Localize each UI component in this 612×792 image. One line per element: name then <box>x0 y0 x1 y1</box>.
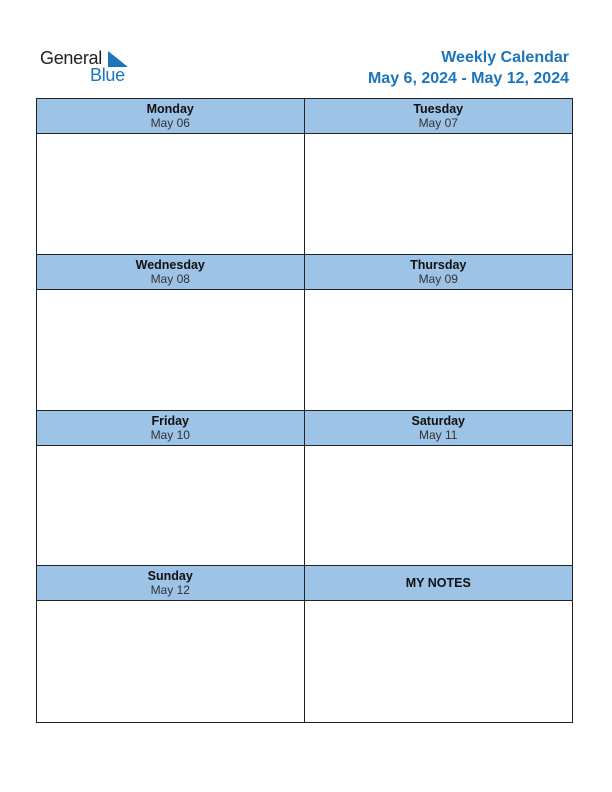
day-header <box>37 566 304 601</box>
day-notes-area[interactable] <box>305 134 573 254</box>
day-cell-sunday <box>37 566 305 722</box>
day-header <box>37 99 304 134</box>
day-header <box>305 411 573 446</box>
day-cell-friday <box>37 411 305 567</box>
day-header <box>37 411 304 446</box>
day-name: Sunday <box>147 569 193 584</box>
date-range: May 6, 2024 - May 12, 2024 <box>367 70 569 87</box>
day-date: May 12 <box>150 583 190 598</box>
notes-cell <box>305 566 573 722</box>
day-notes-area[interactable] <box>37 290 304 410</box>
notes-title: MY NOTES <box>405 576 471 591</box>
day-cell-monday <box>37 99 305 255</box>
brand-logo <box>40 48 150 88</box>
day-notes-area[interactable] <box>305 446 573 566</box>
notes-header <box>305 566 573 601</box>
day-name: Friday <box>151 413 189 428</box>
day-date: May 09 <box>418 271 458 286</box>
calendar-header <box>368 48 569 90</box>
day-header <box>305 99 573 134</box>
day-cell-tuesday <box>305 99 573 255</box>
day-name: Saturday <box>411 413 465 428</box>
week-grid <box>36 98 573 723</box>
day-header <box>37 255 304 290</box>
day-date: May 10 <box>150 427 190 442</box>
day-date: May 11 <box>419 427 458 442</box>
day-notes-area[interactable] <box>305 290 573 410</box>
day-name: Wednesday <box>135 257 205 272</box>
day-name: Monday <box>146 102 194 116</box>
brand-name-blue: Blue <box>90 65 125 85</box>
day-header <box>305 255 573 290</box>
day-cell-saturday <box>305 411 573 567</box>
day-notes-area[interactable] <box>37 134 304 254</box>
day-date: May 08 <box>150 271 190 286</box>
brand-name-general: General <box>40 48 102 68</box>
day-name: Tuesday <box>413 102 464 116</box>
day-cell-thursday <box>305 255 573 411</box>
day-notes-area[interactable] <box>37 446 304 566</box>
day-notes-area[interactable] <box>37 601 304 722</box>
page-title: Weekly Calendar <box>441 49 569 66</box>
day-date: May 07 <box>418 116 458 130</box>
day-date: May 06 <box>150 116 190 130</box>
notes-area[interactable] <box>305 601 573 722</box>
day-name: Thursday <box>410 257 467 272</box>
day-cell-wednesday <box>37 255 305 411</box>
